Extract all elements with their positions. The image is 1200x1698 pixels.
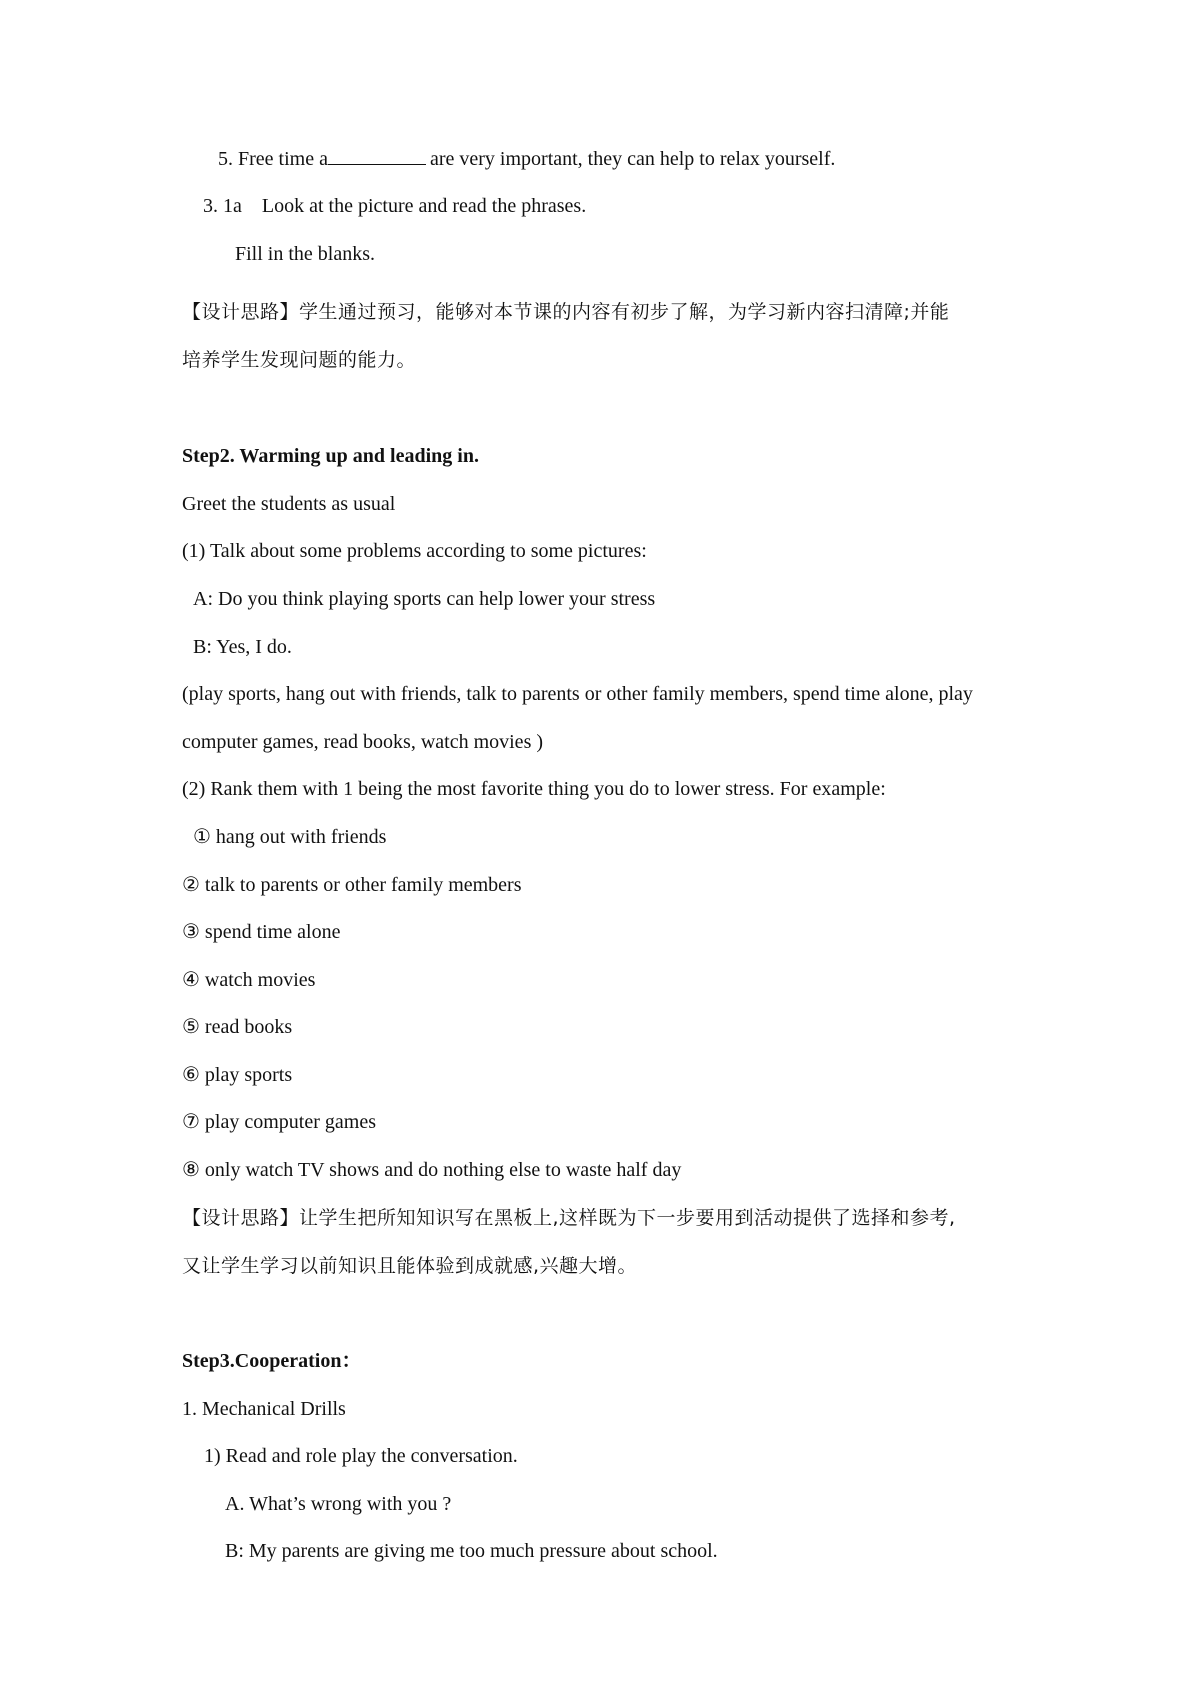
rank-item: ④ watch movies — [182, 969, 316, 991]
rank-item: ③ spend time alone — [182, 921, 341, 943]
item5-suffix: are very important, they can help to relax yourself. — [429, 148, 836, 170]
rank-item: ⑤ read books — [182, 1016, 293, 1038]
preview-item-5 — [218, 146, 835, 171]
item5-prefix: 5. Free time a — [218, 148, 328, 170]
rank-item: ① hang out with friends — [193, 826, 387, 848]
rank-item: ② talk to parents or other family members — [182, 874, 522, 896]
rank-instruction: (2) Rank them with 1 being the most favorite thing you do to lower stress. For example: — [182, 778, 886, 800]
design-note-1-line-1: 【设计思路】学生通过预习，能够对本节课的内容有初步了解，为学习新内容扫清障;并能 — [182, 301, 950, 323]
talk-instruction: (1) Talk about some problems according to some pictures: — [182, 540, 647, 562]
read-role-instruction: 1) Read and role play the conversation. — [204, 1445, 518, 1467]
activities-line-2: computer games, read books, watch movies ) — [182, 731, 544, 753]
mechanical-drills: 1. Mechanical Drills — [182, 1398, 346, 1420]
conversation-line-b: B: My parents are giving me too much pressure about school. — [225, 1540, 718, 1562]
dialogue-b: B: Yes, I do. — [193, 636, 292, 658]
fill-instruction: Fill in the blanks. — [235, 243, 375, 265]
preview-item-3: 3. 1a Look at the picture and read the phrases. — [203, 195, 587, 217]
rank-item: ⑧ only watch TV shows and do nothing else to waste half day — [182, 1159, 682, 1181]
design-note-1-line-2: 培养学生发现问题的能力。 — [182, 349, 417, 371]
greet-line: Greet the students as usual — [182, 493, 396, 515]
conversation-line-a: A. What’s wrong with you ? — [225, 1493, 452, 1515]
design-note-2-line-2: 又让学生学习以前知识且能体验到成就感,兴趣大增。 — [182, 1255, 638, 1277]
dialogue-a: A: Do you think playing sports can help lower your stress — [193, 588, 656, 610]
step2-heading: Step2. Warming up and leading in. — [182, 445, 479, 467]
rank-item: ⑦ play computer games — [182, 1111, 376, 1133]
activities-line-1: (play sports, hang out with friends, talk to parents or other family members, spend time alone, play — [182, 683, 973, 705]
rank-item: ⑥ play sports — [182, 1064, 293, 1086]
step3-heading: Step3.Cooperation： — [182, 1350, 362, 1372]
answer-blank — [328, 146, 426, 165]
design-note-2-line-1: 【设计思路】让学生把所知知识写在黑板上,这样既为下一步要用到活动提供了选择和参考, — [182, 1207, 956, 1229]
